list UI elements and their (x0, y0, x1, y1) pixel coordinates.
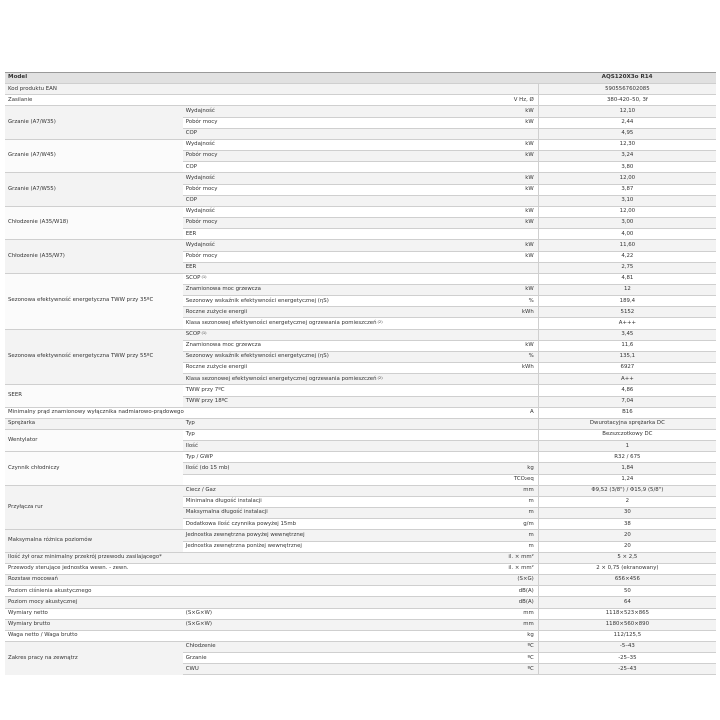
row-label: Poziom mocy akustycznej (5, 597, 361, 608)
row-sublabel (183, 474, 361, 485)
row-sublabel-text: Znamionowa moc grzewcza (185, 286, 261, 293)
row-unit: g/m (361, 519, 539, 530)
group-label: Czynnik chłodniczy (5, 452, 183, 485)
row-sublabel (183, 240, 361, 251)
row-sublabel (183, 307, 361, 318)
row-sublabel (183, 396, 361, 407)
row-unit: ºC (361, 664, 539, 675)
row-unit: m (361, 508, 539, 519)
row-sublabel-text: Grzanie (185, 654, 207, 661)
group-label: Sprężarka (5, 418, 183, 429)
row-unit: kW (361, 184, 539, 195)
row-unit: mm (361, 485, 539, 496)
row-value: 4,86 (538, 385, 716, 396)
row-sublabel (183, 363, 361, 374)
footnote-marker: (1) (201, 330, 207, 335)
row-sublabel (183, 206, 361, 217)
row-unit (361, 374, 539, 385)
row-value: Bezszczotkowy DC (538, 430, 716, 441)
row-sublabel (183, 106, 361, 117)
row-unit: kW (361, 106, 539, 117)
row-value: 1,24 (538, 474, 716, 485)
spec-row (5, 586, 716, 597)
spec-row (5, 385, 716, 396)
row-sublabel (183, 441, 361, 452)
group-label: Maksymalna różnica poziomów (5, 530, 183, 552)
row-value: Dwurotacyjna sprężarka DC (538, 418, 716, 429)
row-sublabel-text: Ilość (185, 442, 198, 449)
row-value: 4,81 (538, 273, 716, 284)
row-label: Minimalny prąd znamionowy wyłącznika nadmiarowo-prądowego (5, 407, 361, 418)
spec-row (5, 95, 716, 106)
spec-row (5, 418, 716, 429)
row-value: 11,60 (538, 240, 716, 251)
row-sublabel-text: Znamionowa moc grzewcza (185, 342, 261, 349)
row-sublabel (183, 184, 361, 195)
row-sublabel (183, 374, 383, 385)
row-sublabel-text: Typ / GWP (185, 453, 213, 460)
row-sublabel-text: Jednostka zewnętrzna poniżej wewnętrznej (185, 542, 302, 549)
row-unit (361, 329, 539, 340)
row-unit (361, 385, 539, 396)
row-sublabel-text: EER (185, 230, 197, 237)
spec-row (5, 530, 716, 541)
row-unit: il. × mm² (361, 563, 539, 574)
row-value: 6927 (538, 363, 716, 374)
row-label: Kod produktu EAN (5, 84, 361, 95)
row-sublabel (183, 218, 361, 229)
row-unit: m (361, 541, 539, 552)
row-sublabel-text: Pobór mocy (185, 119, 218, 125)
row-sublabel (183, 128, 361, 139)
spec-row (5, 139, 716, 150)
spec-table (5, 72, 716, 675)
row-value: 3,24 (538, 151, 716, 162)
row-value: 2,44 (538, 117, 716, 128)
row-value: 50 (538, 586, 716, 597)
row-value: 11,6 (538, 340, 716, 351)
row-unit: kW (361, 340, 539, 351)
row-value: 30 (538, 508, 716, 519)
row-unit: dB(A) (361, 597, 539, 608)
row-sublabel-text: Wydajność (185, 208, 215, 215)
row-sublabel-text: Typ (185, 420, 195, 427)
row-sublabel (183, 351, 361, 362)
row-sublabel (183, 173, 361, 184)
row-value: -25–35 (538, 653, 716, 664)
row-unit (361, 84, 539, 95)
row-unit: kW (361, 173, 539, 184)
row-sublabel (183, 485, 361, 496)
row-value: 12 (538, 284, 716, 295)
row-sublabel (183, 641, 361, 652)
row-value: -5–43 (538, 641, 716, 652)
row-value: 12,00 (538, 206, 716, 217)
row-value: 5 × 2,5 (538, 552, 716, 563)
row-value: 20 (538, 530, 716, 541)
row-value: 3,00 (538, 218, 716, 229)
row-unit: mm (361, 619, 539, 630)
row-sublabel (183, 664, 361, 675)
spec-row (5, 84, 716, 95)
row-sublabel-text: Klasa sezonowej efektywności energetycznej ogrzewania pomieszczeń (185, 319, 377, 326)
row-sublabel-text: Pobór mocy (185, 219, 218, 226)
row-sublabel-text: Wydajność (185, 141, 215, 148)
footnote-marker: (1) (201, 275, 207, 280)
row-value: -25–43 (538, 664, 716, 675)
group-label: Chłodzenie (A35/W7) (5, 240, 183, 273)
row-sublabel-text: COP (185, 163, 198, 170)
row-sublabel-text: Wydajność (185, 174, 215, 181)
row-value: 2 (538, 496, 716, 507)
spec-row (5, 608, 716, 619)
row-value: 4,95 (538, 128, 716, 139)
group-label: Grzanie (A7/W35) (5, 106, 183, 139)
row-sublabel (183, 508, 361, 519)
spec-row (5, 552, 716, 563)
spec-row (5, 430, 716, 441)
row-sublabel (183, 418, 361, 429)
row-unit (361, 441, 539, 452)
row-unit: kW (361, 139, 539, 150)
row-unit: kW (361, 240, 539, 251)
row-sublabel: (S×G×W) (183, 608, 361, 619)
row-unit: V Hz, Ø (361, 95, 539, 106)
row-unit (361, 418, 539, 429)
row-value: 3,80 (538, 162, 716, 173)
group-label: SEER (5, 385, 183, 407)
row-sublabel-text: TWW przy 7ºC (185, 386, 225, 393)
row-sublabel (183, 541, 361, 552)
row-unit: kW (361, 284, 539, 295)
model-label: Model (5, 73, 538, 84)
row-unit: kg (361, 463, 539, 474)
row-unit: % (361, 296, 539, 307)
spec-row (5, 206, 716, 217)
row-value: 2 × 0,75 (ekranowany) (538, 563, 716, 574)
row-unit (361, 162, 539, 173)
row-sublabel (183, 151, 361, 162)
group-label: Wentylator (5, 430, 183, 452)
row-sublabel-text: EER (185, 264, 197, 271)
row-sublabel (183, 530, 361, 541)
row-unit (361, 262, 539, 273)
footnote-marker: (2) (377, 375, 383, 380)
row-value: Φ9,52 (3/8") / Φ15,9 (5/8") (538, 485, 716, 496)
row-unit (361, 229, 539, 240)
row-value: 380-420–50, 3f (538, 95, 716, 106)
group-label: Zakres pracy na zewnątrz (5, 641, 183, 674)
row-unit: kW (361, 117, 539, 128)
row-sublabel (183, 162, 361, 173)
spec-row (5, 452, 716, 463)
row-unit: dB(A) (361, 586, 539, 597)
row-sublabel-text: Wydajność (185, 241, 215, 248)
row-value: A++ (538, 374, 716, 385)
row-sublabel-text: SCOP (185, 275, 201, 282)
spec-row (5, 273, 716, 284)
row-sublabel (183, 229, 361, 240)
row-sublabel (183, 262, 361, 273)
row-sublabel (183, 385, 361, 396)
group-label: Chłodzenie (A35/W18) (5, 206, 183, 239)
row-sublabel-text: Sezonowy wskaźnik efektywności energetycznej (ηS) (185, 353, 329, 360)
row-sublabel-text: Chłodzenie (185, 643, 216, 650)
row-sublabel (183, 430, 361, 441)
row-unit: ºC (361, 653, 539, 664)
row-sublabel-text: COP (185, 197, 198, 204)
row-value: 112/125,5 (538, 630, 716, 641)
row-value: 3,10 (538, 195, 716, 206)
group-label: Grzanie (A7/W45) (5, 139, 183, 172)
row-sublabel-text: Sezonowy wskaźnik efektywności energetycznej (ηS) (185, 297, 329, 304)
row-unit: mm (361, 608, 539, 619)
row-value: 2,75 (538, 262, 716, 273)
row-value: 64 (538, 597, 716, 608)
row-sublabel-text: Dodatkowa ilość czynnika powyżej 15mb (185, 520, 297, 527)
row-value: 7,04 (538, 396, 716, 407)
row-label: Zasilanie (5, 95, 361, 106)
row-sublabel (183, 139, 361, 150)
row-sublabel (183, 251, 361, 262)
row-sublabel (183, 653, 361, 664)
row-unit: kW (361, 218, 539, 229)
row-value: 20 (538, 541, 716, 552)
row-sublabel-text: Minimalna długość instalacji (185, 498, 262, 505)
row-unit: kWh (361, 307, 539, 318)
row-value: 4,00 (538, 229, 716, 240)
row-sublabel (183, 452, 361, 463)
row-value: 12,30 (538, 139, 716, 150)
row-value: 189,4 (538, 296, 716, 307)
row-label: Wymiary brutto (5, 619, 183, 630)
row-value: 656×456 (538, 575, 716, 586)
row-unit: m (361, 496, 539, 507)
row-value: 38 (538, 519, 716, 530)
row-sublabel-text: Jednostka zewnętrzna powyżej wewnętrznej (185, 531, 305, 538)
row-value: 12,10 (538, 106, 716, 117)
row-label: Poziom ciśnienia akustycznego (5, 586, 361, 597)
spec-row (5, 329, 716, 340)
header-row (5, 73, 716, 84)
row-sublabel (183, 329, 361, 340)
row-unit: kg (361, 630, 539, 641)
row-sublabel-text: COP (185, 130, 198, 137)
row-value: 3,45 (538, 329, 716, 340)
group-label: Sezonowa efektywność energetyczna TWW przy 35ºC (5, 273, 183, 329)
row-value: 1118×523×865 (538, 608, 716, 619)
row-value: 12,00 (538, 173, 716, 184)
row-sublabel-text: Pobór mocy (185, 152, 218, 159)
row-label: Waga netto / Waga brutto (5, 630, 361, 641)
row-sublabel-text: Pobór mocy (185, 185, 218, 192)
row-sublabel-text: Ciecz / Gaz (185, 487, 216, 494)
row-sublabel-text: SCOP (185, 330, 201, 337)
row-unit: kW (361, 151, 539, 162)
spec-row (5, 630, 716, 641)
spec-row (5, 619, 716, 630)
row-unit (361, 318, 539, 329)
spec-row (5, 575, 716, 586)
row-unit: A (361, 407, 539, 418)
row-sublabel (183, 318, 383, 329)
row-value: A+++ (538, 318, 716, 329)
spec-row (5, 407, 716, 418)
row-sublabel (183, 340, 361, 351)
spec-row (5, 240, 716, 251)
spec-row (5, 563, 716, 574)
row-sublabel-text: TWW przy 18ºC (185, 397, 228, 404)
row-unit (361, 195, 539, 206)
spec-row (5, 485, 716, 496)
row-sublabel-text: Typ (185, 431, 195, 438)
row-value: 135,1 (538, 351, 716, 362)
row-value: 1,84 (538, 463, 716, 474)
row-label: Ilość żył oraz minimalny przekrój przewodu zasilającego* (5, 552, 361, 563)
row-sublabel (183, 117, 361, 128)
row-unit (361, 396, 539, 407)
row-unit (361, 430, 539, 441)
row-value: 4,22 (538, 251, 716, 262)
row-sublabel-text: CWU (185, 665, 199, 672)
row-unit: % (361, 351, 539, 362)
row-sublabel: (S×G×W) (183, 619, 361, 630)
row-sublabel (183, 496, 361, 507)
row-sublabel-text: Klasa sezonowej efektywności energetycznej ogrzewania pomieszczeń (185, 375, 377, 382)
row-sublabel (183, 273, 361, 284)
row-unit: TCO₂eq (361, 474, 539, 485)
row-value: 1180×560×890 (538, 619, 716, 630)
spec-row (5, 106, 716, 117)
model-value: AQS120X3o R14 (538, 73, 716, 84)
row-unit: kWh (361, 363, 539, 374)
row-value: 1 (538, 441, 716, 452)
row-sublabel-text: Roczne zużycie energii (185, 364, 248, 371)
row-sublabel (183, 296, 361, 307)
row-value: 3,87 (538, 184, 716, 195)
row-sublabel-text: Maksymalna długość instalacji (185, 509, 268, 516)
spec-row (5, 641, 716, 652)
row-value: 5905567602085 (538, 84, 716, 95)
row-unit: kW (361, 251, 539, 262)
row-value: B16 (538, 407, 716, 418)
row-unit: (S×G) (361, 575, 539, 586)
row-sublabel-text: Pobór mocy (185, 252, 218, 259)
row-unit (361, 273, 539, 284)
row-value: 5152 (538, 307, 716, 318)
row-sublabel (183, 195, 361, 206)
group-label: Sezonowa efektywność energetyczna TWW przy 55ºC (5, 329, 183, 385)
row-label: Rozstaw mocowań (5, 575, 361, 586)
row-sublabel-text: Ilość (do 15 mb) (185, 464, 230, 471)
row-label: Przewody sterujące jednostka wewn. - zewn. (5, 563, 361, 574)
row-unit (361, 452, 539, 463)
row-label: Wymiary netto (5, 608, 183, 619)
row-unit: kW (361, 206, 539, 217)
spec-row (5, 173, 716, 184)
row-sublabel (183, 463, 361, 474)
row-unit: ºC (361, 641, 539, 652)
row-unit: il. × mm² (361, 552, 539, 563)
row-sublabel (183, 519, 361, 530)
row-sublabel-text: Roczne zużycie energii (185, 308, 248, 315)
spec-row (5, 597, 716, 608)
row-value: R32 / 675 (538, 452, 716, 463)
row-unit: m (361, 530, 539, 541)
group-label: Grzanie (A7/W55) (5, 173, 183, 206)
group-label: Przyłącza rur (5, 485, 183, 530)
row-sublabel (183, 284, 361, 295)
footnote-marker: (2) (377, 319, 383, 324)
row-sublabel-text: Wydajność (185, 107, 215, 114)
row-unit (361, 128, 539, 139)
